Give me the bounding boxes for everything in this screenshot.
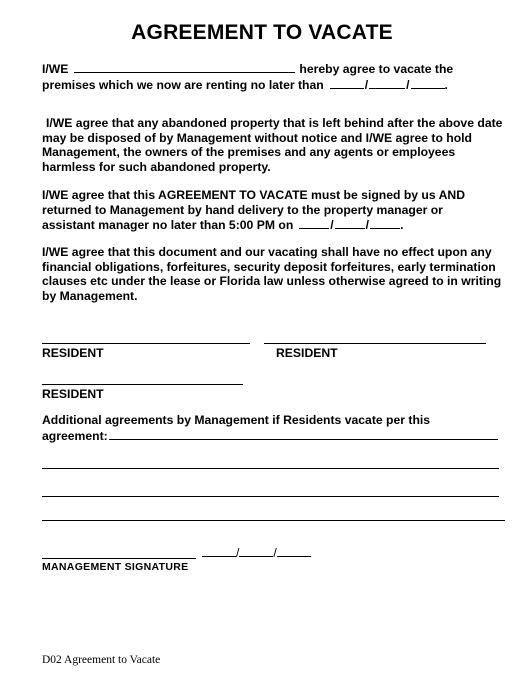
date-slash: / [364,77,369,92]
clause-line: harmless for such abandoned property. [42,160,271,175]
management-month-blank[interactable] [202,546,236,557]
deadline-year-blank[interactable] [370,217,400,229]
deadline-text: assistant manager no later than 5:00 PM on [42,218,294,233]
additional-agreement-line[interactable] [42,520,505,521]
date-slash: / [273,546,277,560]
vacate-day-blank[interactable] [369,77,405,89]
agreement-label: agreement: [42,428,108,443]
vacate-line-2 [42,77,522,93]
resident-name-blank[interactable] [74,61,295,73]
resident-3-signature-line[interactable] [42,384,243,385]
resident-1-label: RESIDENT [42,346,104,360]
clause-line: financial obligations, forfeitures, security deposit forfeitures, early termination [42,259,496,274]
additional-agreement-line[interactable] [42,468,499,469]
vacate-line-2-text: premises which we now are renting no later than [42,77,324,92]
date-slash: / [330,218,334,233]
deadline-day-blank[interactable] [335,217,365,229]
clause-line: may be disposed of by Management without notice and I/WE agree to hold [42,130,472,145]
additional-agreements [42,413,522,443]
additional-agreement-blank[interactable] [109,428,498,440]
vacate-month-blank[interactable] [330,77,364,89]
clause-line [42,217,522,233]
management-day-blank[interactable] [239,546,273,557]
date-slash: / [236,546,240,560]
additional-line-2 [42,428,522,444]
period: . [400,218,404,233]
vacate-line-1-tail: hereby agree to vacate the [299,62,454,76]
resident-2-label: RESIDENT [276,346,338,360]
date-slash: / [406,77,410,92]
deadline-month-blank[interactable] [299,217,329,229]
clause-line: I/WE agree that any abandoned property that is left behind after the above date [46,116,503,130]
document-footer: D02 Agreement to Vacate [42,654,161,666]
clause-line: Management, the owners of the premises and any agents or employees [42,145,456,160]
iwe-label: I/WE [42,62,69,76]
clause-line: clauses etc under the lease or Florida law unless otherwise agreed to in writing [42,274,502,289]
vacate-line-1 [42,61,522,77]
vacate-statement [42,61,522,92]
clause-line: I/WE agree that this AGREEMENT TO VACATE must be signed by us AND [42,188,465,202]
resident-2-signature-line[interactable] [264,343,486,344]
additional-line-1: Additional agreements by Management if Residents vacate per this [42,413,431,427]
clause-line: returned to Management by hand delivery to the property manager or [42,202,443,217]
management-date-field [202,546,311,560]
abandoned-property-clause [42,116,522,175]
clause-line: by Management. [42,289,138,304]
resident-1-signature-line[interactable] [42,343,250,344]
period: . [444,77,448,92]
vacate-year-blank[interactable] [411,77,445,89]
additional-agreement-line[interactable] [42,496,499,497]
management-signature-label: MANAGEMENT SIGNATURE [42,561,189,573]
no-effect-clause [42,245,522,304]
document-title: AGREEMENT TO VACATE [131,21,393,44]
management-signature-line[interactable] [42,558,196,559]
signature-deadline-clause [42,188,522,233]
date-slash: / [365,218,370,233]
resident-3-label: RESIDENT [42,387,104,401]
clause-line: I/WE agree that this document and our vacating shall have no effect upon any [42,245,492,259]
management-year-blank[interactable] [277,546,311,557]
